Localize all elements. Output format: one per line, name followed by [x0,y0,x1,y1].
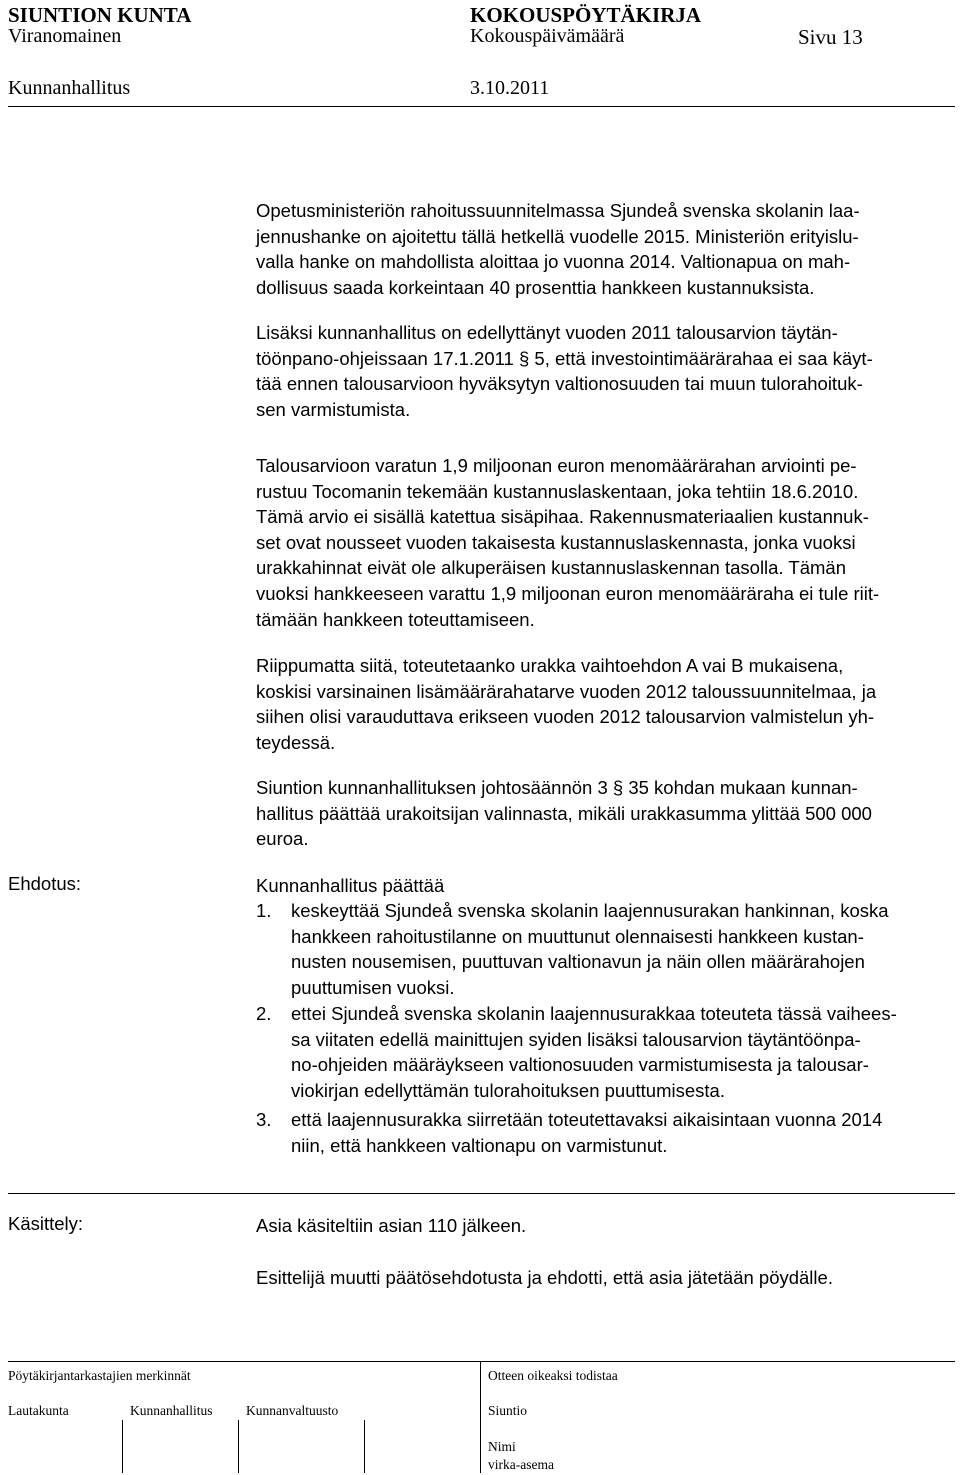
footer-top-rule [8,1361,955,1362]
certified-label: Otteen oikeaksi todistaa [488,1368,618,1383]
paragraph-1: Opetusministeriön rahoitussuunnitelmassa Sjundeå svenska skolanin laa- jennushanke on ajoitettu tällä hetkellä vuodelle 2015. Ministeriön erityislu- valla hanke on mahdollista aloittaa jo vuonna 2014. Valtionapua on mah- dollisuus saada korkeintaan 40 prosenttia hankkeen kustannuksista. [256,200,860,298]
footer-column-line-2 [238,1420,239,1473]
header-divider [8,106,955,107]
authority-label: Viranomainen [8,25,122,47]
handling-line-1: Asia käsiteltiin asian 110 jälkeen. [256,1215,527,1236]
handling-line-2: Esittelijä muutti päätösehdotusta ja ehdotti, että asia jätetään pöydälle. [256,1267,833,1288]
document-type: KOKOUSPÖYTÄKIRJA [470,3,702,27]
footer-body-kunnanhallitus: Kunnanhallitus [130,1403,213,1418]
initials-label: Pöytäkirjantarkastajien merkinnät [8,1368,191,1383]
proposal-label: Ehdotus: [8,873,82,894]
footer-name-label: Nimi [488,1439,516,1454]
meeting-date: 3.10.2011 [470,77,550,99]
footer-divider-vertical [480,1361,481,1473]
page-number: Sivu 13 [798,25,863,49]
authority: Kunnanhallitus [8,77,131,99]
proposal-intro: Kunnanhallitus päättää [256,875,445,896]
section-divider [8,1193,955,1194]
footer-body-lautakunta: Lautakunta [8,1403,69,1418]
footer-position-label: virka-asema [488,1457,554,1472]
paragraph-3: Talousarvioon varatun 1,9 miljoonan euron menomäärärahan arviointi pe- rustuu Tocomanin tekemään kustannuslaskentaan, joka tehtiin 18.6.2010. Tämä arvio ei sisällä katettua sisäpihaa. Rakennusmateriaalien kustannuk- set ovat nousseet vuoden takaisesta kustannuslaskennasta, jonka vuoksi urakkahinnat eivät ole alkuperäisen kustannuslaskennan tasolla. Tämän vuoksi hankkeeseen varattu 1,9 miljoonan euron menomääräraha ei tule riit- tämään hankkeen toteuttamiseen. [256,455,880,630]
footer-place: Siuntio [488,1403,528,1418]
meeting-date-label: Kokouspäivämäärä [470,25,625,47]
org-name: SIUNTION KUNTA [8,3,192,27]
handling-label: Käsittely: [8,1213,84,1234]
paragraph-5: Siuntion kunnanhallituksen johtosäännön 3 § 35 kohdan mukaan kunnan- hallitus päättää urakoitsijan valinnasta, mikäli urakkasumma ylittää 500 000 euroa. [256,777,872,850]
footer-body-kunnanvaltuusto: Kunnanvaltuusto [246,1403,339,1418]
paragraph-2: Lisäksi kunnanhallitus on edellyttänyt vuoden 2011 talousarvion täytän- töönpano-ohjeissaan 17.1.2011 § 5, että investointimäärärahaa ei saa käyt- tää ennen talousarvioon hyväksytyn valtionosuuden tai muun tulorahoituk- sen varmistumista. [256,322,873,420]
footer-column-line-1 [122,1420,123,1473]
paragraph-4: Riippumatta siitä, toteutetaanko urakka vaihtoehdon A vai B mukaisena, koskisi varsinainen lisämäärärahatarve vuoden 2012 taloussuunnitelmaa, ja siihen olisi varauduttava erikseen vuoden 2012 talousarvion valmistelun yh- teydessä. [256,655,877,753]
footer-column-line-3 [364,1420,365,1473]
